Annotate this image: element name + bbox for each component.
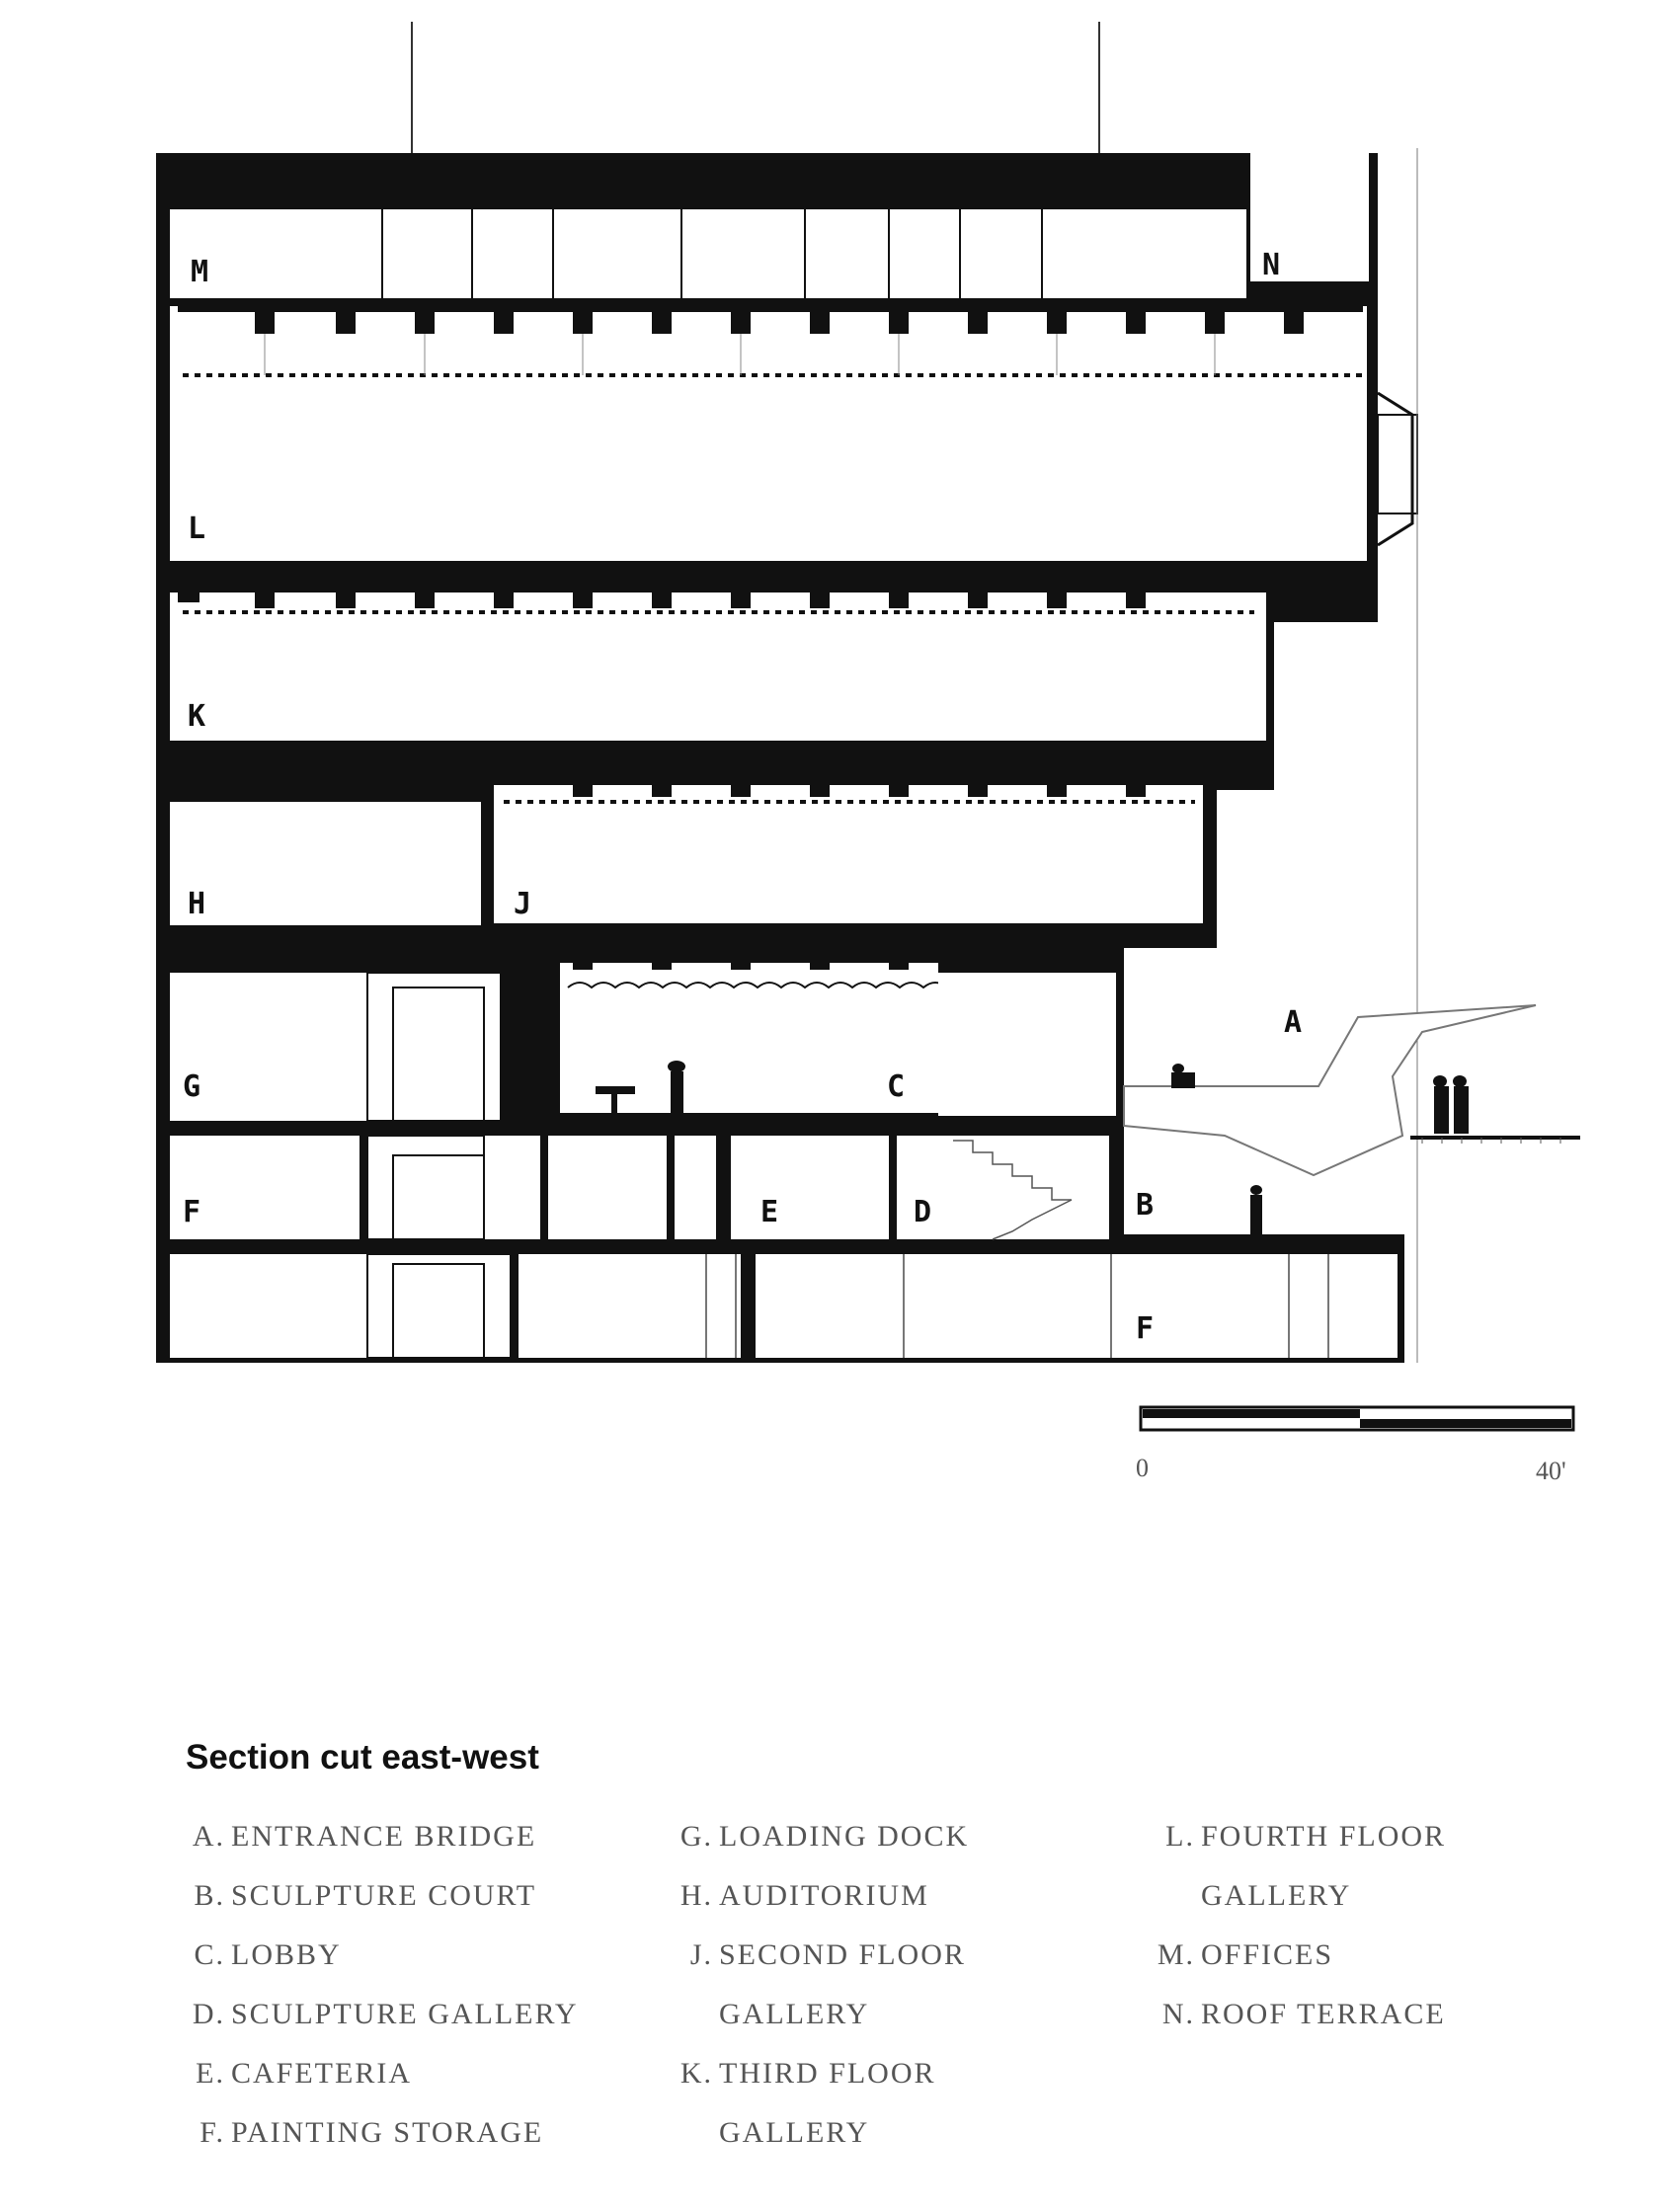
legend-label: LOADING DOCK [719, 1820, 970, 1853]
legend-item [1146, 1926, 1446, 1985]
legend-key: B. [194, 1879, 225, 1912]
legend-label: ROOF TERRACE [1201, 1998, 1446, 2030]
legend-column-3 [1146, 1807, 1446, 2044]
legend-key: J. [689, 1938, 713, 1971]
legend-item [664, 1985, 969, 2044]
legend-item [1146, 1866, 1446, 1926]
legend-label: SCULPTURE GALLERY [231, 1998, 579, 2030]
room-letter-g: G [183, 1069, 201, 1104]
legend-key: L. [1165, 1820, 1195, 1853]
room-letter-n: N [1262, 248, 1281, 282]
legend-column-1 [176, 1807, 579, 2163]
room-letter-f-upper: F [183, 1195, 201, 1229]
caption-title: Section cut east-west [186, 1738, 539, 1777]
legend-label: CAFETERIA [231, 2057, 412, 2090]
room-letter-a: A [1284, 1005, 1303, 1040]
scale-end-label: 40' [1536, 1457, 1566, 1485]
legend-key: G. [679, 1820, 713, 1853]
room-letter-b: B [1136, 1188, 1155, 1223]
legend-item [176, 1985, 579, 2044]
legend-key: M. [1157, 1938, 1195, 1971]
legend-item [1146, 1985, 1446, 2044]
scale-start-label: 0 [1136, 1454, 1149, 1482]
room-letter-m: M [191, 255, 209, 289]
room-letter-l: L [188, 512, 206, 546]
legend-column-2 [664, 1807, 969, 2163]
legend-label: SCULPTURE COURT [231, 1879, 537, 1912]
legend-item [664, 2044, 969, 2103]
legend-label: GALLERY [719, 1998, 870, 2030]
legend-label: LOBBY [231, 1938, 342, 1971]
legend-key: H. [679, 1879, 713, 1912]
legend-label: GALLERY [1201, 1879, 1352, 1912]
room-letter-h: H [188, 887, 206, 921]
legend-label: SECOND FLOOR [719, 1938, 966, 1971]
legend-label: AUDITORIUM [719, 1879, 929, 1912]
legend-key: N. [1161, 1998, 1195, 2030]
third-floor-void [170, 608, 1266, 741]
legend-key: F. [200, 2116, 225, 2149]
room-letter-d: D [914, 1195, 932, 1229]
legend-item [176, 1926, 579, 1985]
legend-label: ENTRANCE BRIDGE [231, 1820, 537, 1853]
legend-key: E. [196, 2057, 225, 2090]
scale-bar [1141, 1407, 1573, 1430]
room-letter-e: E [760, 1195, 779, 1229]
legend-item [176, 1866, 579, 1926]
legend-key: A. [192, 1820, 225, 1853]
legend-item [664, 2103, 969, 2163]
legend-item [176, 2044, 579, 2103]
legend-label: PAINTING STORAGE [231, 2116, 544, 2149]
legend-item [664, 1926, 969, 1985]
legend-key: D. [192, 1998, 225, 2030]
legend-item [176, 1807, 579, 1866]
lobby-open-well [938, 973, 1116, 1116]
legend-label: THIRD FLOOR [719, 2057, 936, 2090]
legend-label: OFFICES [1201, 1938, 1334, 1971]
room-letter-c: C [887, 1069, 906, 1104]
legend-label: GALLERY [719, 2116, 870, 2149]
room-letter-j: J [514, 887, 532, 921]
legend-item [176, 2103, 579, 2163]
room-letter-k: K [188, 699, 206, 734]
legend-item [664, 1807, 969, 1866]
room-letter-f-lower: F [1136, 1311, 1155, 1346]
legend-item [664, 1866, 969, 1926]
legend-key: C. [194, 1938, 225, 1971]
legend-label: FOURTH FLOOR [1201, 1820, 1447, 1853]
legend-item [1146, 1807, 1446, 1866]
legend-key: K. [679, 2057, 713, 2090]
